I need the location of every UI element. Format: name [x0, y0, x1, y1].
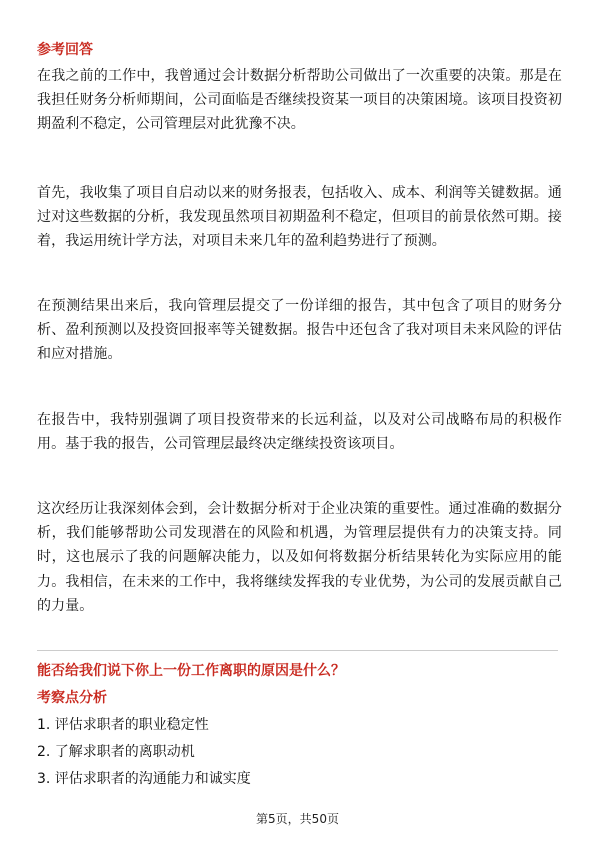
analysis-point: 2. 了解求职者的离职动机 [37, 744, 195, 760]
analysis-points-list [37, 715, 251, 796]
answer-paragraph-5: 这次经历让我深刻体会到，会计数据分析对于企业决策的重要性。通过准确的数据分析，我们能够帮助公司发现潜在的风险和机遇，为管理层提供有力的决策支持。同时，这也展示了我的问题解决能力，以及如何将数据分析结果转化为实际应用的能力。我相信，在未来的工作中，我将继续发挥我的专业优势，为公司的发展贡献自己的力量。 [37, 501, 562, 614]
answer-paragraph-3: 在预测结果出来后，我向管理层提交了一份详细的报告，其中包含了项目的财务分析、盈利预测以及投资回报率等关键数据。报告中还包含了我对项目未来风险的评估和应对措施。 [37, 298, 562, 363]
question-title: 能否给我们说下你上一份工作离职的原因是什么？ [37, 663, 345, 679]
page-number-footer: 第5页，共50页 [256, 812, 339, 826]
answer-paragraph-4: 在报告中，我特别强调了项目投资带来的长远利益，以及对公司战略布局的积极作用。基于我的报告，公司管理层最终决定继续投资该项目。 [37, 412, 562, 453]
analysis-point: 3. 评估求职者的沟通能力和诚实度 [37, 771, 251, 787]
analysis-point: 1. 评估求职者的职业稳定性 [37, 717, 209, 733]
answer-paragraph-1: 在我之前的工作中，我曾通过会计数据分析帮助公司做出了一次重要的决策。那是在我担任财务分析师期间，公司面临是否继续投资某一项目的决策困境。该项目投资初期盈利不稳定，公司管理层对此犹豫不决。 [37, 68, 562, 133]
section-divider [37, 650, 558, 651]
answer-paragraph-2: 首先，我收集了项目自启动以来的财务报表，包括收入、成本、利润等关键数据。通过对这些数据的分析，我发现虽然项目初期盈利不稳定，但项目的前景依然可期。接着，我运用统计学方法，对项目未来几年的盈利趋势进行了预测。 [37, 185, 562, 250]
analysis-label: 考察点分析 [37, 690, 107, 706]
answer-label: 参考回答 [37, 42, 93, 58]
